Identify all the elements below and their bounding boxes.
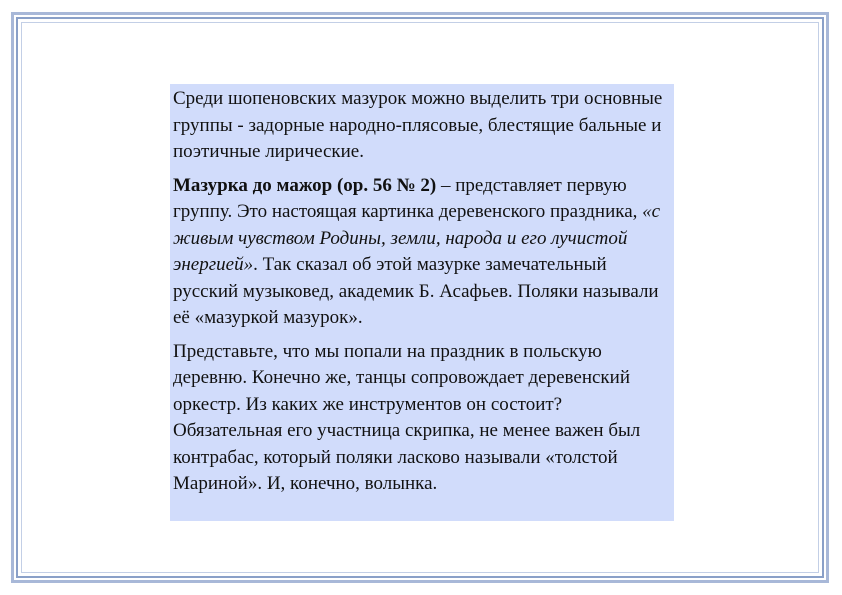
asafiev-quote: «с живым чувством Родины, земли, народа и его лучистой энергией» <box>173 201 661 275</box>
mazurka-text-1: – представляет первую группу. Это настоящая картинка деревенского праздника, <box>173 174 643 222</box>
mazurka-title: Мазурка до мажор (ор. 56 № 2) <box>173 174 437 196</box>
mazurka-text-2: . Так сказал об этой мазурке замечательный русский музыковед, академик Б. Асафьев. Поляки называли её «мазуркой мазурок». <box>173 254 659 328</box>
text-block <box>170 84 674 521</box>
paragraph-intro: Среди шопеновских мазурок можно выделить три основные группы - задорные народно-плясовые, блестящие бальные и поэтичные лирические. <box>173 88 663 162</box>
paragraph-orchestra: Представьте, что мы попали на праздник в польскую деревню. Конечно же, танцы сопровождает деревенский оркестр. Из каких же инструментов он состоит? Обязательная его участница скрипка, не менее важен был контрабас, который поляки ласково называли «толстой Мариной». И, конечно, волынка. <box>173 340 641 494</box>
paragraph-mazurka <box>173 173 671 332</box>
